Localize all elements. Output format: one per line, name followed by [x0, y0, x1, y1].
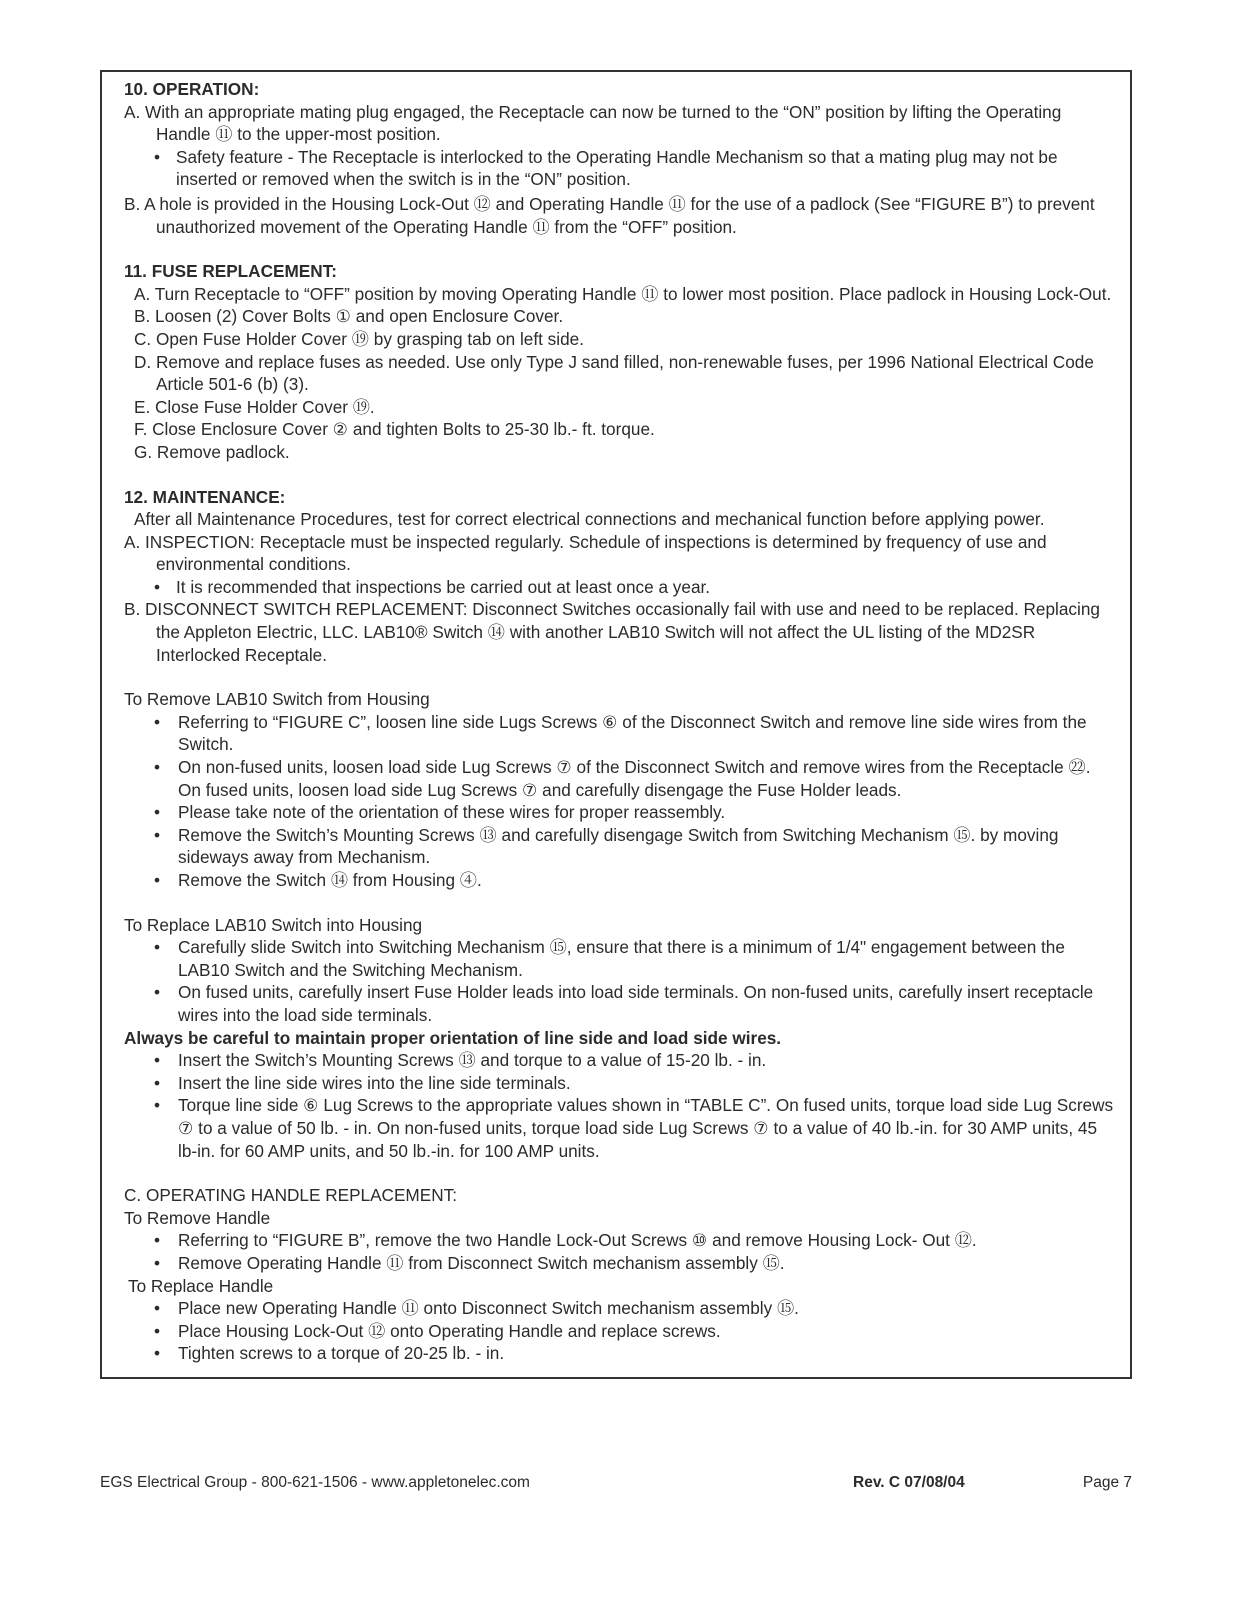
- paragraph-a: A. INSPECTION: Receptacle must be inspected regularly. Schedule of inspections is determined by frequency of use and environmental conditions.: [124, 531, 1047, 575]
- bullet-item: • On non-fused units, loosen load side Lug Screws ⑦ of the Disconnect Switch and remove wires from the Receptacle ㉒. On fused units, loosen load side Lug Screws ⑦ and carefully disengage the Fuse Holder leads.: [124, 756, 1114, 801]
- bullet-item: • Remove Operating Handle ⑪ from Disconnect Switch mechanism assembly ⑮.: [124, 1252, 1114, 1275]
- bullet-item: • Torque line side ⑥ Lug Screws to the appropriate values shown in “TABLE C”. On fused units, torque load side Lug Screws ⑦ to a value of 50 lb. - in. On non-fused units, torque load side Lug Screws ⑦ to a value of 40 lb.-in. for 30 AMP units, 45 lb-in. for 60 AMP units, and 50 lb.-in. for 100 AMP units.: [124, 1094, 1114, 1162]
- section-maintenance: [124, 486, 1114, 667]
- replace-handle-title: To Replace Handle: [128, 1275, 274, 1296]
- section-title: 11. FUSE REPLACEMENT:: [124, 261, 337, 282]
- page-number: Page 7: [1082, 1474, 1132, 1491]
- subsection-title: C. OPERATING HANDLE REPLACEMENT:: [124, 1185, 457, 1206]
- bullet-item: • Tighten screws to a torque of 20-25 lb. - in.: [124, 1342, 1114, 1365]
- section-handle-replacement: [124, 1184, 1114, 1365]
- section-operation: [124, 78, 1114, 238]
- bullet-item: • Referring to “FIGURE C”, loosen line side Lugs Screws ⑥ of the Disconnect Switch and remove line side wires from the Switch.: [124, 711, 1114, 756]
- bullet-item: • It is recommended that inspections be carried out at least once a year.: [124, 576, 1114, 599]
- subsection-title: To Replace LAB10 Switch into Housing: [124, 914, 423, 935]
- bullet-item: • Insert the Switch’s Mounting Screws ⑬ and torque to a value of 15-20 lb. - in.: [124, 1049, 1114, 1072]
- step-a: A. Turn Receptacle to “OFF” position by moving Operating Handle ⑪ to lower most position. Place padlock in Housing Lock-Out.: [134, 283, 1112, 304]
- footer-revision: Rev. C 07/08/04: [853, 1474, 965, 1491]
- bullet-item: • Insert the line side wires into the line side terminals.: [124, 1072, 1114, 1095]
- remove-handle-title: To Remove Handle: [124, 1207, 271, 1228]
- document-body: [124, 78, 1114, 1365]
- intro-paragraph: After all Maintenance Procedures, test for correct electrical connections and mechanical function before applying power.: [134, 509, 1045, 530]
- step-b: B. Loosen (2) Cover Bolts ① and open Enclosure Cover.: [134, 306, 564, 327]
- bullet-item: • Referring to “FIGURE B”, remove the two Handle Lock-Out Screws ⑩ and remove Housing Lock- Out ⑫.: [124, 1229, 1114, 1252]
- section-title: 10. OPERATION:: [124, 79, 260, 99]
- step-f: F. Close Enclosure Cover ② and tighten Bolts to 25-30 lb.- ft. torque.: [134, 419, 655, 440]
- subsection-title: To Remove LAB10 Switch from Housing: [124, 689, 430, 710]
- paragraph-b: B. DISCONNECT SWITCH REPLACEMENT: Disconnect Switches occasionally fail with use and need to be replaced. Replacing the Appleton Electric, LLC. LAB10® Switch ⑭ with another LAB10 Switch will not affect the UL listing of the MD2SR Interlocked Receptale.: [124, 599, 1100, 665]
- step-g: G. Remove padlock.: [134, 441, 290, 462]
- bullet-item: • Place new Operating Handle ⑪ onto Disconnect Switch mechanism assembly ⑮.: [124, 1297, 1114, 1320]
- section-fuse-replacement: [124, 260, 1114, 463]
- footer-contact: EGS Electrical Group - 800-621-1506 - www.appletonelec.com: [100, 1474, 530, 1491]
- section-title: 12. MAINTENANCE:: [124, 486, 286, 507]
- section-remove-switch: [124, 688, 1114, 891]
- bullet-item: • Place Housing Lock-Out ⑫ onto Operating Handle and replace screws.: [124, 1320, 1114, 1343]
- bullet-item: • Please take note of the orientation of these wires for proper reassembly.: [124, 801, 1114, 824]
- step-c: C. Open Fuse Holder Cover ⑲ by grasping tab on left side.: [134, 328, 584, 349]
- bullet-item: • Remove the Switch ⑭ from Housing ④.: [124, 869, 1114, 892]
- step-d: D. Remove and replace fuses as needed. Use only Type J sand filled, non-renewable fuses, per 1996 National Electrical Code Article 501-6 (b) (3).: [134, 351, 1094, 395]
- paragraph-b: B. A hole is provided in the Housing Lock-Out ⑫ and Operating Handle ⑪ for the use of a padlock (See “FIGURE B”) to prevent unauthorized movement of the Operating Handle ⑪ from the “OFF” position.: [124, 193, 1095, 237]
- bullet-item: • Carefully slide Switch into Switching Mechanism ⑮, ensure that there is a minimum of 1/4" engagement between the LAB10 Switch and the Switching Mechanism.: [124, 936, 1114, 981]
- step-e: E. Close Fuse Holder Cover ⑲.: [134, 396, 375, 417]
- bullet-item: • Safety feature - The Receptacle is interlocked to the Operating Handle Mechanism so that a mating plug may not be inserted or removed when the switch is in the “ON” position.: [124, 146, 1114, 191]
- bullet-item: • On fused units, carefully insert Fuse Holder leads into load side terminals. On non-fused units, carefully insert receptacle wires into the load side terminals.: [124, 981, 1114, 1026]
- section-replace-switch: [124, 914, 1114, 1163]
- warning-text: Always be careful to maintain proper orientation of line side and load side wires.: [124, 1027, 782, 1048]
- paragraph-a: A. With an appropriate mating plug engaged, the Receptacle can now be turned to the “ON” position by lifting the Operating Handle ⑪ to the upper-most position.: [124, 101, 1062, 145]
- bullet-item: • Remove the Switch’s Mounting Screws ⑬ and carefully disengage Switch from Switching Mechanism ⑮. by moving sideways away from Mechanism.: [124, 824, 1114, 869]
